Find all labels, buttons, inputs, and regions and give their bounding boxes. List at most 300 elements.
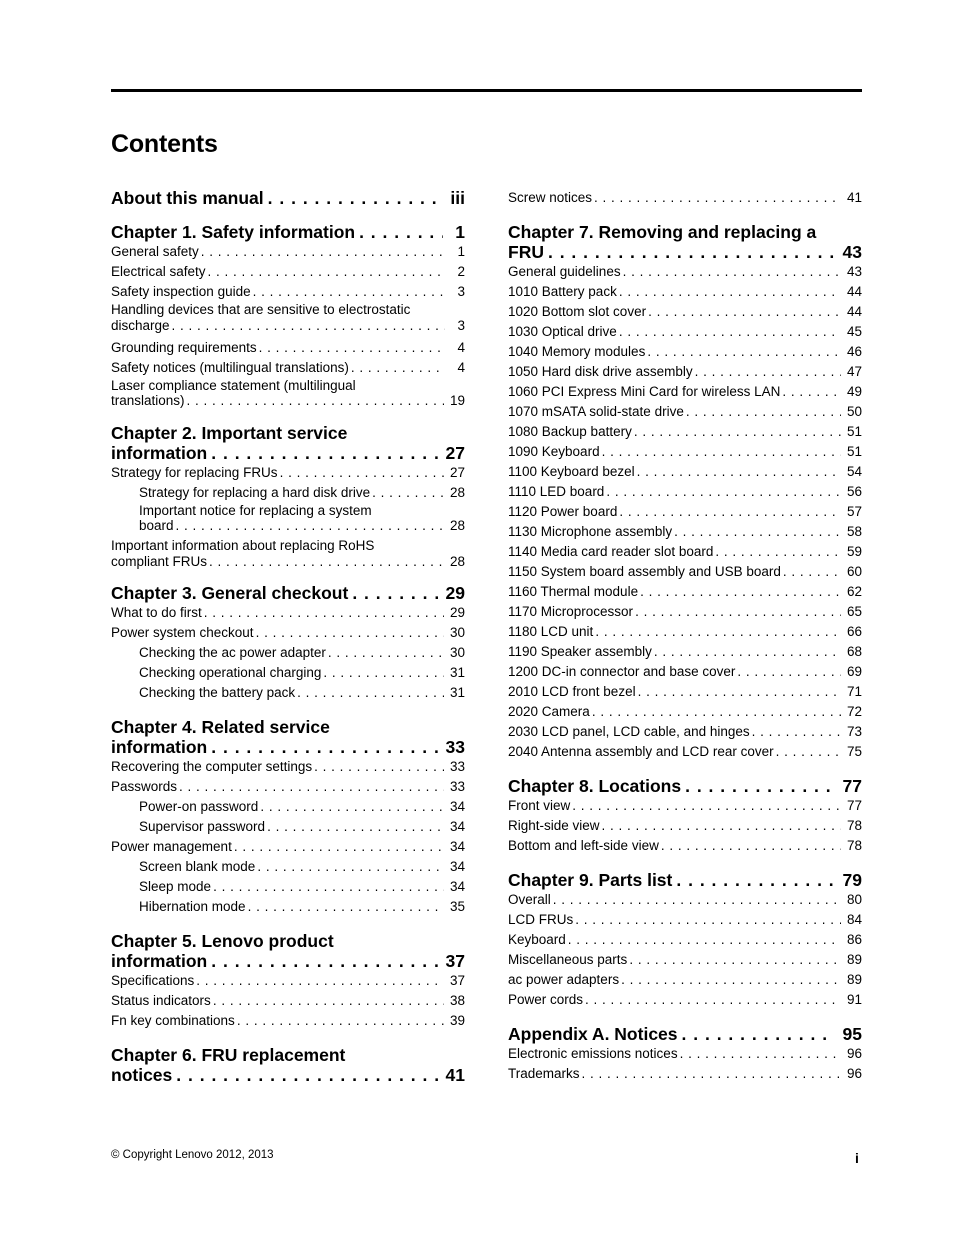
dot-leader (592, 702, 841, 722)
entry-title[interactable]: 1130 Microphone assembly (508, 524, 673, 539)
entry-page-number: 3 (457, 317, 465, 333)
toc-entry[interactable] (508, 836, 862, 856)
toc-chapter (111, 1045, 465, 1085)
toc-entry[interactable] (111, 683, 465, 703)
toc-entry[interactable] (508, 602, 862, 622)
dot-leader (267, 817, 444, 837)
toc-entry[interactable] (508, 542, 862, 562)
chapter-title[interactable]: About this manual (111, 188, 264, 208)
dot-leader (715, 542, 841, 562)
entry-title[interactable]: 1140 Media card reader slot board (508, 544, 714, 559)
entry-title-line: Important information about replacing RoHS (111, 538, 375, 553)
entry-page-number: 51 (846, 424, 862, 439)
entry-page-number: 59 (846, 544, 862, 559)
entry-title[interactable]: Power-on password (139, 799, 259, 814)
chapter-title[interactable]: Chapter 1. Safety information (111, 222, 356, 242)
dot-leader (253, 282, 445, 302)
entry-title[interactable]: 2010 LCD front bezel (508, 684, 636, 699)
toc-entry[interactable] (111, 463, 465, 483)
entry-title[interactable]: 2030 LCD panel, LCD cable, and hinges (508, 724, 750, 739)
dot-leader (752, 722, 841, 742)
toc-entry[interactable] (508, 382, 862, 402)
entry-title[interactable]: Checking operational charging (139, 665, 322, 680)
toc-entry[interactable] (508, 816, 862, 836)
toc-entry[interactable] (508, 910, 862, 930)
dot-leader (176, 518, 444, 534)
dot-leader (280, 463, 444, 483)
entry-title[interactable]: Overall (508, 892, 551, 907)
entry-title[interactable]: compliant FRUs (111, 553, 208, 569)
toc-entry[interactable] (508, 950, 862, 970)
dot-leader (260, 797, 444, 817)
toc-chapter (111, 188, 465, 208)
toc-entry[interactable] (508, 1064, 862, 1084)
entry-title[interactable]: 1180 LCD unit (508, 624, 594, 639)
entry-page-number: 2 (457, 264, 465, 279)
toc-entry[interactable] (508, 990, 862, 1010)
entry-page-number: 77 (846, 798, 862, 813)
header-rule (111, 89, 862, 92)
toc-chapter (508, 776, 862, 856)
toc-entry[interactable] (111, 282, 465, 302)
entry-page-number: 1 (457, 244, 465, 259)
entry-page-number: 33 (449, 759, 465, 774)
entry-row (111, 393, 465, 409)
dot-leader (211, 951, 437, 971)
toc-entry[interactable] (508, 282, 862, 302)
entry-title[interactable]: 1150 System board assembly and USB board (508, 564, 781, 579)
toc-entry[interactable] (111, 757, 465, 777)
entry-page-number: 80 (846, 892, 862, 907)
entry-title[interactable]: 1010 Battery pack (508, 284, 617, 299)
entry-page-number: 41 (846, 190, 862, 205)
entry-page-number: 62 (846, 584, 862, 599)
toc-entry[interactable] (111, 358, 465, 378)
dot-leader (648, 302, 841, 322)
entry-row (111, 318, 465, 334)
entry-page-number: 58 (846, 524, 862, 539)
dot-leader (695, 362, 841, 382)
entry-title[interactable]: Passwords (111, 779, 178, 794)
entry-title[interactable]: Bottom and left-side view (508, 838, 659, 853)
entry-title[interactable]: Strategy for replacing a hard disk drive (139, 484, 371, 500)
toc-chapter (111, 931, 465, 1031)
entry-title[interactable]: Strategy for replacing FRUs (111, 464, 278, 480)
dot-leader (676, 870, 834, 890)
toc-entry[interactable] (508, 402, 862, 422)
toc-column-left (111, 188, 465, 1086)
dot-leader (553, 890, 841, 910)
chapter-title[interactable]: information (111, 737, 208, 757)
entry-title[interactable]: Electrical safety (111, 264, 206, 279)
entry-title[interactable]: 1190 Speaker assembly (508, 644, 652, 659)
toc-entry[interactable] (508, 702, 862, 722)
entry-title[interactable]: 1080 Backup battery (508, 424, 632, 439)
chapter-page-number: iii (450, 188, 465, 208)
toc-entry[interactable] (508, 642, 862, 662)
toc-entry[interactable] (508, 582, 862, 602)
toc-entry[interactable] (111, 603, 465, 623)
dot-leader (619, 502, 841, 522)
entry-page-number: 56 (846, 484, 862, 499)
entry-title[interactable]: 1060 PCI Express Mini Card for wireless LAN (508, 384, 781, 399)
entry-page-number: 49 (846, 384, 862, 399)
toc-entry[interactable] (111, 378, 465, 409)
entry-title[interactable]: 1200 DC-in connector and base cover (508, 664, 736, 679)
footer-page-number: i (855, 1150, 859, 1166)
toc-entry[interactable] (111, 643, 465, 663)
entry-page-number: 84 (846, 912, 862, 927)
dot-leader (647, 342, 841, 362)
entry-title[interactable]: Safety inspection guide (111, 284, 251, 299)
chapter-entry[interactable] (111, 188, 465, 208)
toc-entry[interactable] (508, 442, 862, 462)
toc-chapter (508, 188, 862, 208)
entry-title[interactable]: 1160 Thermal module (508, 584, 639, 599)
toc-entry[interactable] (508, 662, 862, 682)
entry-title[interactable]: 1110 LED board (508, 484, 605, 499)
toc-entry[interactable] (111, 817, 465, 837)
chapter-entry[interactable] (508, 776, 862, 796)
entry-page-number: 30 (449, 625, 465, 640)
toc-entry[interactable] (508, 522, 862, 542)
toc-entry[interactable] (508, 262, 862, 282)
toc-entry[interactable] (111, 538, 465, 569)
chapter-entry[interactable] (508, 870, 862, 890)
entry-title[interactable]: Power cords (508, 992, 584, 1007)
dot-leader (602, 442, 841, 462)
toc-entry[interactable] (111, 877, 465, 897)
entry-page-number: 96 (846, 1046, 862, 1061)
dot-leader (595, 622, 841, 642)
dot-leader (352, 583, 437, 603)
toc-entry[interactable] (111, 991, 465, 1011)
toc-entry[interactable] (508, 322, 862, 342)
chapter-title-line[interactable]: Chapter 7. Removing and replacing a (508, 222, 817, 242)
chapter-title[interactable]: information (111, 442, 208, 463)
toc-entry[interactable] (508, 188, 862, 208)
entry-title[interactable]: 1090 Keyboard (508, 444, 600, 459)
entry-page-number: 38 (449, 993, 465, 1008)
chapter-title-line[interactable]: Chapter 5. Lenovo product (111, 931, 334, 951)
dot-leader (268, 188, 443, 208)
chapter-page-number: 29 (445, 583, 465, 603)
entry-title[interactable]: Keyboard (508, 932, 566, 947)
entry-title[interactable]: Miscellaneous parts (508, 952, 628, 967)
dot-leader (248, 897, 444, 917)
dot-leader (594, 188, 841, 208)
toc-entry[interactable] (508, 930, 862, 950)
entry-page-number: 3 (457, 284, 465, 299)
entry-title[interactable]: Checking the ac power adapter (139, 645, 326, 660)
entry-page-number: 28 (449, 484, 465, 500)
toc-entry[interactable] (111, 1011, 465, 1031)
dot-leader (575, 910, 841, 930)
dot-leader (621, 970, 841, 990)
dot-leader (682, 1024, 835, 1044)
entry-title[interactable]: 1100 Keyboard bezel (508, 464, 635, 479)
entry-title[interactable]: Trademarks (508, 1066, 580, 1081)
entry-page-number: 57 (846, 504, 862, 519)
chapter-entry[interactable] (508, 1024, 862, 1044)
entry-title[interactable]: Checking the battery pack (139, 685, 296, 700)
dot-leader (314, 757, 444, 777)
entry-title[interactable]: 1170 Microprocessor (508, 604, 634, 619)
entry-page-number: 91 (846, 992, 862, 1007)
entry-page-number: 39 (449, 1013, 465, 1028)
entry-title[interactable]: translations) (111, 393, 185, 408)
dot-leader (176, 1065, 437, 1085)
toc-entry[interactable] (508, 482, 862, 502)
toc-entry[interactable] (508, 342, 862, 362)
entry-page-number: 69 (846, 664, 862, 679)
entry-title-line: Laser compliance statement (multilingual (111, 377, 356, 393)
entry-page-number: 71 (846, 684, 862, 699)
entry-page-number: 31 (449, 665, 465, 680)
dot-leader (680, 1044, 841, 1064)
dot-leader (213, 991, 444, 1011)
chapter-title-line[interactable]: Chapter 2. Important service (111, 422, 348, 443)
entry-title[interactable]: Grounding requirements (111, 339, 257, 355)
dot-leader (234, 837, 444, 857)
entry-title[interactable]: Power system checkout (111, 625, 254, 640)
chapter-page-number: 33 (445, 737, 465, 757)
entry-page-number: 37 (449, 973, 465, 988)
entry-title[interactable]: Electronic emissions notices (508, 1046, 678, 1061)
toc-entry[interactable] (508, 362, 862, 382)
entry-title[interactable]: 1050 Hard disk drive assembly (508, 364, 693, 379)
dot-leader (172, 318, 445, 334)
chapter-title[interactable]: notices (111, 1065, 173, 1085)
entry-title[interactable]: Safety notices (multilingual translations) (111, 359, 349, 375)
entry-page-number: 51 (846, 444, 862, 459)
toc-entry[interactable] (508, 970, 862, 990)
entry-title[interactable]: Power management (111, 839, 232, 854)
chapter-entry[interactable] (111, 222, 465, 242)
entry-title[interactable]: What to do first (111, 605, 202, 620)
toc-entry[interactable] (508, 302, 862, 322)
dot-leader (737, 662, 841, 682)
entry-title[interactable]: 1040 Memory modules (508, 344, 646, 359)
dot-leader (179, 777, 444, 797)
chapter-entry[interactable] (111, 1065, 465, 1085)
chapter-title-line[interactable]: Chapter 4. Related service (111, 717, 330, 737)
toc-entry[interactable] (508, 742, 862, 762)
toc-chapter (111, 717, 465, 917)
dot-leader (640, 582, 841, 602)
dot-leader (237, 1011, 444, 1031)
entry-title[interactable]: 1070 mSATA solid-state drive (508, 404, 684, 419)
toc-entry[interactable] (111, 503, 465, 534)
dot-leader (572, 796, 841, 816)
entry-title[interactable]: Screw notices (508, 190, 593, 205)
entry-page-number: 34 (449, 819, 465, 834)
dot-leader (602, 816, 841, 836)
dot-leader (211, 443, 437, 463)
entry-title[interactable]: 1120 Power board (508, 504, 618, 519)
toc-entry[interactable] (508, 622, 862, 642)
toc-chapter (111, 222, 465, 409)
entry-title[interactable]: General safety (111, 244, 199, 259)
toc-chapter (111, 583, 465, 703)
toc-entry[interactable] (111, 663, 465, 683)
toc-column-right (508, 188, 862, 1085)
chapter-title[interactable]: Appendix A. Notices (508, 1024, 678, 1044)
chapter-title[interactable]: Chapter 9. Parts list (508, 870, 673, 890)
entry-title[interactable]: discharge (111, 317, 170, 333)
toc-entry[interactable] (111, 857, 465, 877)
dot-leader (209, 554, 444, 570)
toc-entry[interactable] (508, 462, 862, 482)
toc-entry[interactable] (508, 502, 862, 522)
entry-page-number: 28 (449, 518, 465, 533)
toc-entry[interactable] (111, 777, 465, 797)
dot-leader (204, 603, 444, 623)
entry-page-number: 43 (846, 264, 862, 279)
toc-entry[interactable] (508, 422, 862, 442)
toc-chapter (111, 423, 465, 570)
entry-page-number: 34 (449, 859, 465, 874)
dot-leader (606, 482, 841, 502)
entry-title[interactable]: ac power adapters (508, 972, 620, 987)
entry-title[interactable]: Sleep mode (139, 879, 212, 894)
toc-entry[interactable] (508, 682, 862, 702)
chapter-title[interactable]: Chapter 8. Locations (508, 776, 682, 796)
dot-leader (201, 242, 445, 262)
dot-leader (661, 836, 841, 856)
entry-page-number: 4 (457, 339, 465, 355)
entry-page-number: 30 (449, 645, 465, 660)
entry-page-number: 35 (449, 899, 465, 914)
entry-page-number: 66 (846, 624, 862, 639)
entry-title[interactable]: Right-side view (508, 818, 600, 833)
dot-leader (623, 262, 841, 282)
chapter-page-number: 77 (842, 776, 862, 796)
chapter-page-number: 27 (445, 442, 465, 463)
entry-page-number: 47 (846, 364, 862, 379)
entry-page-number: 68 (846, 644, 862, 659)
entry-page-number: 34 (449, 799, 465, 814)
toc-entry[interactable] (111, 837, 465, 857)
chapter-title[interactable]: information (111, 951, 208, 971)
dot-leader (548, 242, 835, 262)
entry-title[interactable]: General guidelines (508, 264, 621, 279)
chapter-entry[interactable] (111, 583, 465, 603)
chapter-entry[interactable] (111, 737, 465, 757)
chapter-entry[interactable] (508, 242, 862, 262)
dot-leader (259, 338, 445, 358)
entry-page-number: 89 (846, 952, 862, 967)
dot-leader (638, 682, 841, 702)
entry-title[interactable]: Supervisor password (139, 819, 266, 834)
toc-entry[interactable] (111, 338, 465, 358)
entry-title[interactable]: board (139, 518, 174, 533)
dot-leader (619, 282, 841, 302)
dot-leader (637, 462, 841, 482)
entry-page-number: 86 (846, 932, 862, 947)
dot-leader (213, 877, 444, 897)
chapter-page-number: 79 (842, 870, 862, 890)
footer-copyright: © Copyright Lenovo 2012, 2013 (111, 1149, 274, 1161)
entry-title[interactable]: Specifications (111, 973, 195, 988)
chapter-page-number: 1 (455, 222, 465, 242)
toc-entry[interactable] (111, 302, 465, 333)
toc-entry[interactable] (111, 262, 465, 282)
chapter-title[interactable]: FRU (508, 242, 544, 262)
chapter-page-number: 95 (842, 1024, 862, 1044)
chapter-entry[interactable] (111, 443, 465, 463)
entry-title[interactable]: Fn key combinations (111, 1013, 235, 1028)
dot-leader (297, 683, 444, 703)
toc-entry[interactable] (508, 1044, 862, 1064)
entry-title[interactable]: 1030 Optical drive (508, 324, 617, 339)
dot-leader (256, 623, 444, 643)
dot-leader (568, 930, 841, 950)
chapter-page-number: 37 (445, 951, 465, 971)
entry-page-number: 75 (846, 744, 862, 759)
entry-row (139, 518, 465, 534)
entry-title[interactable]: Front view (508, 798, 571, 813)
entry-title[interactable]: Hibernation mode (139, 899, 246, 914)
entry-page-number: 45 (846, 324, 862, 339)
entry-page-number: 89 (846, 972, 862, 987)
entry-title[interactable]: Status indicators (111, 993, 211, 1008)
toc-entry[interactable] (111, 897, 465, 917)
toc-chapter (508, 222, 862, 762)
entry-row (111, 554, 465, 570)
entry-page-number: 78 (846, 838, 862, 853)
toc-entry[interactable] (111, 971, 465, 991)
dot-leader (585, 990, 841, 1010)
toc-entry[interactable] (508, 562, 862, 582)
dot-leader (372, 483, 444, 503)
entry-title[interactable]: Recovering the computer settings (111, 759, 313, 774)
toc-entry[interactable] (508, 796, 862, 816)
entry-page-number: 60 (846, 564, 862, 579)
entry-title[interactable]: 2040 Antenna assembly and LCD rear cover (508, 744, 774, 759)
chapter-title[interactable]: Chapter 3. General checkout (111, 583, 349, 603)
entry-page-number: 27 (449, 464, 465, 480)
dot-leader (196, 971, 444, 991)
toc-entry[interactable] (111, 623, 465, 643)
entry-page-number: 33 (449, 779, 465, 794)
toc-entry[interactable] (111, 242, 465, 262)
toc-entry[interactable] (508, 722, 862, 742)
entry-page-number: 44 (846, 284, 862, 299)
toc-chapter (508, 870, 862, 1010)
dot-leader (776, 742, 841, 762)
entry-title[interactable]: Screen blank mode (139, 859, 256, 874)
entry-title[interactable]: 1020 Bottom slot cover (508, 304, 647, 319)
toc-entry[interactable] (111, 483, 465, 503)
dot-leader (783, 562, 841, 582)
dot-leader (208, 262, 445, 282)
toc-entry[interactable] (508, 890, 862, 910)
entry-page-number: 96 (846, 1066, 862, 1081)
dot-leader (323, 663, 444, 683)
chapter-entry[interactable] (111, 951, 465, 971)
entry-title[interactable]: LCD FRUs (508, 912, 574, 927)
dot-leader (359, 222, 443, 242)
dot-leader (629, 950, 841, 970)
dot-leader (782, 382, 841, 402)
toc-entry[interactable] (111, 797, 465, 817)
chapter-title-line[interactable]: Chapter 6. FRU replacement (111, 1045, 346, 1065)
entry-title[interactable]: 2020 Camera (508, 704, 590, 719)
entry-page-number: 19 (449, 393, 465, 408)
chapter-page-number: 41 (445, 1065, 465, 1085)
dot-leader (685, 776, 834, 796)
